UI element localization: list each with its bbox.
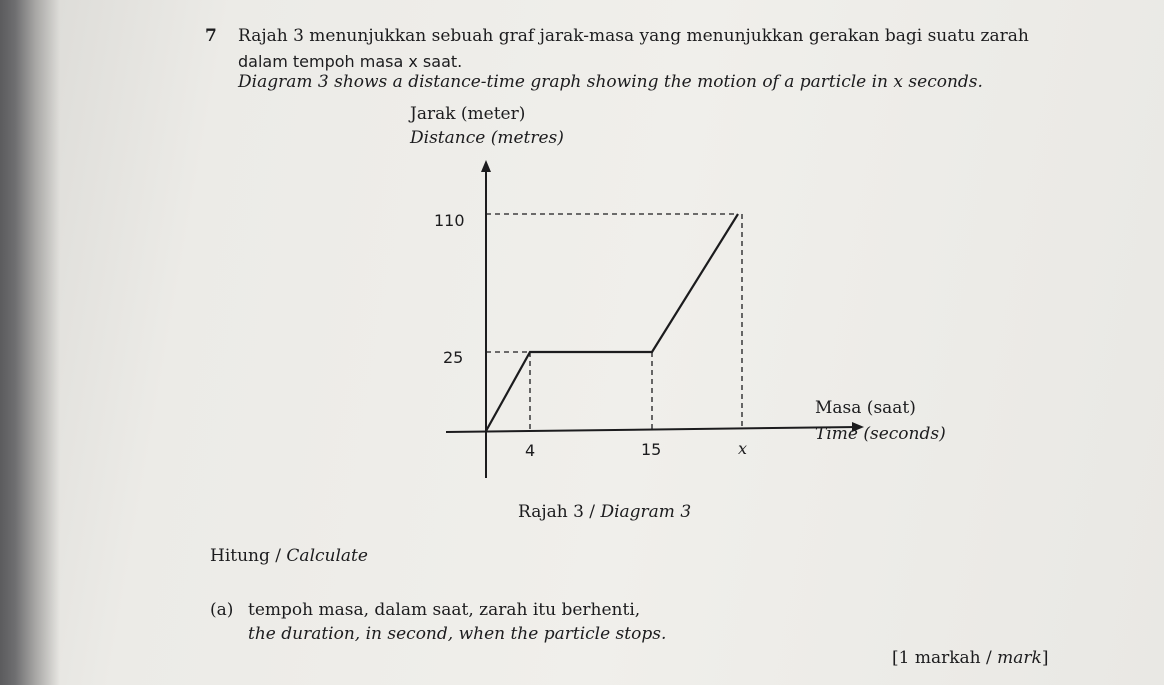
marks-suffix: ] xyxy=(1041,648,1049,668)
x-axis-label-english: Time (seconds) xyxy=(815,424,946,444)
marks-allocation xyxy=(892,648,1048,668)
marks-english: mark xyxy=(997,648,1042,668)
part-a-text-malay: tempoh masa, dalam saat, zarah itu berhenti, xyxy=(248,600,641,620)
x-axis-label-malay: Masa (saat) xyxy=(815,398,916,418)
x-tick-15: 15 xyxy=(641,440,662,459)
calculate-separator: / xyxy=(269,546,287,566)
y-axis-label-malay: Jarak (meter) xyxy=(410,104,526,124)
x-tick-x: x xyxy=(738,439,748,458)
series-line xyxy=(486,214,738,431)
question-number: 7 xyxy=(205,26,217,46)
calculate-malay: Hitung xyxy=(210,546,270,566)
y-tick-25: 25 xyxy=(443,348,464,367)
question-text-malay: Rajah 3 menunjukkan sebuah graf jarak-masa yang menunjukkan gerakan bagi suatu zarah xyxy=(238,26,1029,46)
y-tick-110: 110 xyxy=(434,211,465,230)
caption-malay: Rajah 3 xyxy=(518,502,584,522)
marks-prefix: [1 markah / xyxy=(892,648,998,668)
y-axis-label-english: Distance (metres) xyxy=(410,128,564,148)
part-a-label: (a) xyxy=(210,600,234,620)
part-a-text-english: the duration, in second, when the particle stops. xyxy=(248,624,667,644)
caption-english: Diagram 3 xyxy=(600,502,692,522)
x-tick-4: 4 xyxy=(525,441,536,460)
diagram-caption xyxy=(518,502,691,522)
question-text-english: Diagram 3 shows a distance-time graph showing the motion of a particle in x seconds. xyxy=(238,72,983,92)
caption-separator: / xyxy=(583,502,601,522)
calculate-english: Calculate xyxy=(286,546,368,566)
question-text-malay-cont: dalam tempoh masa x saat. xyxy=(238,52,463,71)
calculate-heading xyxy=(210,546,368,566)
y-axis-arrow xyxy=(481,160,491,172)
